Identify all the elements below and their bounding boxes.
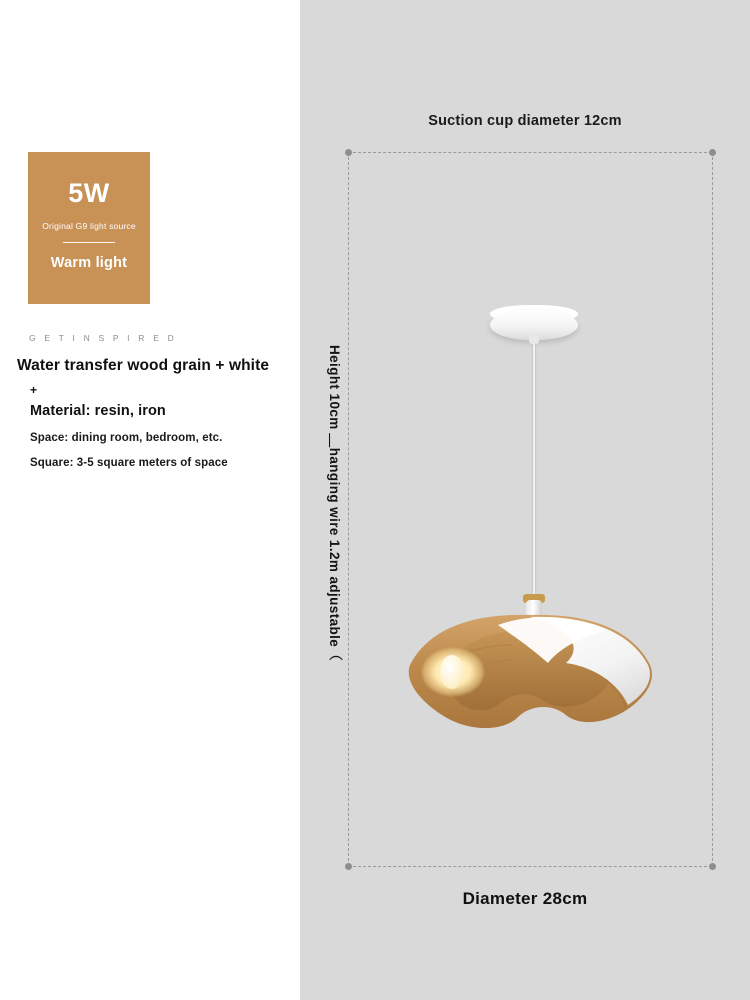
description-block [17,356,307,469]
guide-node-top-right [709,149,716,156]
shade-white-petal [530,617,650,705]
side-dimension-label: Height 10cm ＿hanging wire 1.2m adjustable（ [327,345,342,662]
guide-line-left [348,152,349,866]
pendant-lamp-illustration [300,0,750,1000]
guide-line-bottom [348,866,712,867]
lamp-stem [526,600,542,622]
ceiling-canopy-top [490,305,578,323]
material-text: Material: resin, iron [30,402,166,419]
product-dimension-panel [300,0,750,1000]
light-source-label: Original G9 light source [42,221,136,231]
wattage-value: 5W [68,178,110,208]
tagline: G E T I N S P I R E D [29,333,177,343]
shade-white-rim [498,617,606,663]
wood-grain-stroke-3 [606,679,626,709]
wavy-shade [380,605,680,740]
finish-title: Water transfer wood grain + white [17,357,270,374]
spec-badge [28,152,150,304]
light-glow [422,648,484,696]
shade-wood-body [409,615,652,728]
square-text: Square: 3-5 square meters of space [30,456,228,469]
guide-line-top [348,152,712,153]
guide-node-bottom-left [345,863,352,870]
color-temperature-label: Warm light [50,255,128,271]
hanging-wire [533,343,535,597]
g9-bulb [440,655,464,689]
product-info-panel [0,0,300,1000]
shade-inner-shadow [446,631,612,710]
bottom-dimension-label: Diameter 28cm [462,889,588,908]
plus-separator: + [30,382,38,397]
brass-collar [523,594,545,603]
badge-divider [63,242,115,243]
top-dimension-label: Suction cup diameter 12cm [428,113,622,129]
guide-node-bottom-right [709,863,716,870]
space-text: Space: dining room, bedroom, etc. [30,431,223,444]
guide-node-top-left [345,149,352,156]
canopy-connector [529,335,539,344]
guide-line-right [712,152,713,866]
shade-svg [380,605,680,740]
wood-grain-stroke-1 [432,645,512,675]
wood-grain-stroke-2 [440,659,514,693]
ceiling-canopy [490,310,578,340]
